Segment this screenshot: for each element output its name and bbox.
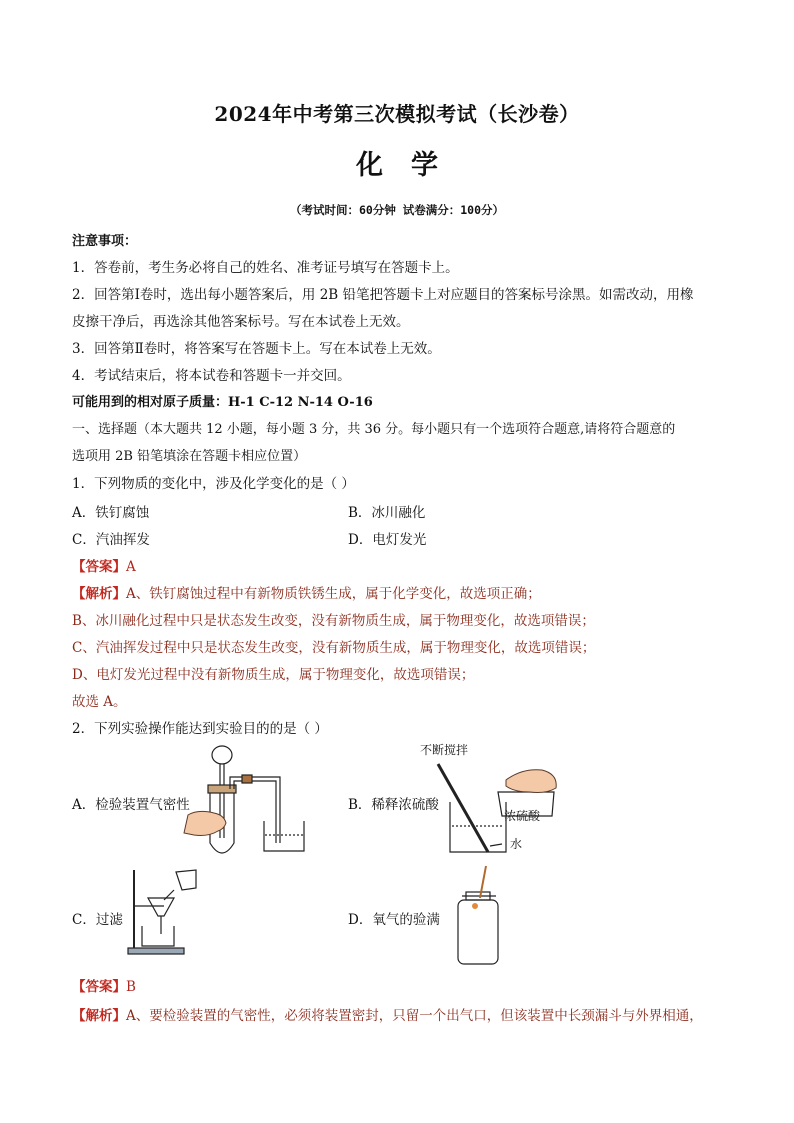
q2-option-d: D．氧气的验满 <box>348 912 440 928</box>
analysis-tag: 【解析】 <box>72 586 126 602</box>
q1-option-a: A．铁钉腐蚀 <box>72 505 150 521</box>
q2-answer <box>72 975 136 995</box>
analysis-text: A、要检验装置的气密性，必须将装置密封，只留一个出气口，但该装置中长颈漏斗与外界相通， <box>126 1008 703 1024</box>
analysis-text: A、铁钉腐蚀过程中有新物质铁锈生成，属于化学变化，故选项正确； <box>126 586 541 602</box>
atomic-masses: 可能用到的相对原子质量：H-1 C-12 N-14 O-16 <box>72 395 373 410</box>
q2-analysis-line-1 <box>72 1004 703 1024</box>
label-water: 水 <box>510 837 523 851</box>
analysis-tag: 【解析】 <box>72 1008 126 1024</box>
figure-dilute-sulfuric-acid <box>420 740 580 860</box>
q1-option-d: D．电灯发光 <box>348 532 427 548</box>
q1-stem: 1．下列物质的变化中，涉及化学变化的是（ ） <box>72 476 355 492</box>
label-stir: 不断搅拌 <box>420 743 469 757</box>
subject-title: 化学 <box>356 150 466 181</box>
q1-answer <box>72 555 136 575</box>
document-title: 2024年中考第三次模拟考试（长沙卷） <box>214 102 580 126</box>
q1-analysis-line-4: D、电灯发光过程中没有新物质生成，属于物理变化，故选项错误； <box>72 667 475 683</box>
figure-airtightness-apparatus <box>180 743 320 855</box>
notes-heading: 注意事项： <box>72 234 138 249</box>
q1-analysis-line-2: B、冰川融化过程中只是状态发生改变，没有新物质生成，属于物理变化，故选项错误； <box>72 613 595 629</box>
answer-value: B <box>126 979 136 995</box>
answer-tag: 【答案】 <box>72 559 126 575</box>
note-item-3: 3．回答第Ⅱ卷时，将答案写在答题卡上。写在本试卷上无效。 <box>72 341 441 357</box>
answer-value: A <box>126 559 136 575</box>
q1-conclusion: 故选 A。 <box>72 694 127 710</box>
q2-option-b: B．稀释浓硫酸 <box>348 797 439 813</box>
note-item-2: 2．回答第Ⅰ卷时，选出每小题答案后，用 2B 铅笔把答题卡上对应题目的答案标号涂黑。如需改动，用橡 <box>72 287 694 303</box>
note-item-4: 4．考试结束后，将本试卷和答题卡一并交回。 <box>72 368 351 384</box>
label-acid: 浓硫酸 <box>504 809 541 823</box>
note-item-1: 1．答卷前，考生务必将自己的姓名、准考证号填写在答题卡上。 <box>72 260 459 276</box>
q2-option-a: A．检验装置气密性 <box>72 797 190 813</box>
q1-option-b: B．冰川融化 <box>348 505 426 521</box>
q1-analysis-line-1 <box>72 582 541 602</box>
exam-info: （考试时间：60分钟 试卷满分：100分） <box>289 203 505 217</box>
q1-analysis-line-3: C、汽油挥发过程中只是状态发生改变，没有新物质生成，属于物理变化，故选项错误； <box>72 640 596 656</box>
q2-stem: 2．下列实验操作能达到实验目的的是（ ） <box>72 721 328 737</box>
section1-instructions-cont: 选项用 2B 铅笔填涂在答题卡相应位置） <box>72 449 307 464</box>
q2-option-c: C．过滤 <box>72 912 123 928</box>
q1-option-c: C．汽油挥发 <box>72 532 150 548</box>
answer-tag: 【答案】 <box>72 979 126 995</box>
section1-instructions: 一、选择题（本大题共 12 小题，每小题 3 分，共 36 分。每小题只有一个选项符合题意,请将符合题意的 <box>72 422 676 437</box>
figure-filtration <box>124 860 204 956</box>
note-item-2-cont: 皮擦干净后，再选涂其他答案标号。写在本试卷上无效。 <box>72 314 410 330</box>
figure-oxygen-full-test <box>450 862 510 970</box>
